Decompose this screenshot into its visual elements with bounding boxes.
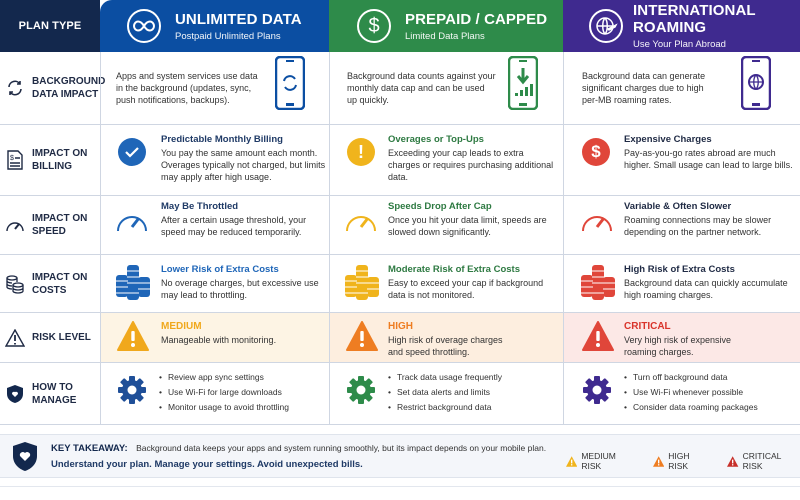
bottom-divider	[0, 486, 800, 487]
cell-prepaid: ! Overages or Top-Ups Exceeding your cap leads to extra charges or requires purchasing additional data.	[329, 125, 563, 195]
row-label: IMPACT ON COSTS	[0, 255, 100, 312]
speedometer-icon	[580, 206, 614, 234]
warning-icon	[582, 321, 614, 351]
cell-roaming	[563, 363, 800, 424]
infinity-icon	[127, 9, 161, 43]
cell-prepaid	[329, 363, 563, 424]
coin-stacks-icon	[580, 263, 616, 301]
tips-list: • Review app sync settings • Use Wi-Fi for large downloads • Monitor usage to avoid throttling	[159, 370, 289, 415]
key-takeaway-banner	[0, 434, 800, 478]
shield-heart-icon	[4, 384, 26, 404]
header-roaming	[563, 0, 800, 52]
risk-legend	[548, 451, 800, 471]
cell-roaming: CRITICAL Very high risk of expensive roaming charges.	[563, 313, 800, 362]
cell-unlimited	[100, 363, 329, 424]
warning-outline-icon	[4, 329, 26, 347]
cell-prepaid: Background data counts against your monthly data cap and can be used up quickly.	[329, 52, 563, 124]
row-risk	[0, 313, 800, 363]
cell-roaming: $ Expensive Charges Pay-as-you-go rates abroad are much higher. Small usage can lead to large bills.	[563, 125, 800, 195]
coin-stacks-icon	[115, 263, 151, 301]
cell-prepaid: Speeds Drop After Cap Once you hit your data limit, speeds are slowed down significantly.	[329, 196, 563, 254]
cell-unlimited: May Be Throttled After a certain usage threshold, your speed may be reduced temporarily.	[100, 196, 329, 254]
coin-stacks-icon	[344, 263, 380, 301]
plan-subtitle: Limited Data Plans	[405, 30, 485, 42]
sync-icon	[4, 79, 26, 97]
shield-heart-icon	[12, 441, 38, 473]
row-billing	[0, 125, 800, 196]
header-prepaid	[329, 0, 563, 52]
gear-icon	[346, 375, 376, 405]
takeaway-text: Background data keeps your apps and system running smoothly, but its impact depends on your mobile plan.	[136, 443, 547, 453]
warning-icon	[727, 456, 738, 467]
svg-text:$: $	[10, 155, 14, 162]
dollar-icon: $	[357, 9, 391, 43]
plan-subtitle: Use Your Plan Abroad	[633, 39, 726, 50]
phone-download-icon	[508, 56, 538, 110]
gear-icon	[117, 375, 147, 405]
row-manage	[0, 363, 800, 425]
tips-list: • Track data usage frequently • Set data alerts and limits • Restrict background data	[388, 370, 502, 415]
row-label: RISK LEVEL	[0, 313, 100, 362]
cell-roaming: Variable & Often Slower Roaming connections may be slower depending on the partner network.	[563, 196, 800, 254]
row-costs	[0, 255, 800, 313]
speedometer-icon	[115, 206, 149, 234]
bill-icon	[4, 150, 26, 170]
cell-unlimited: Apps and system services use data in the background (updates, sync, push notifications, backups).	[100, 52, 329, 124]
plan-title: PREPAID / CAPPED	[405, 10, 548, 28]
header-plan-type	[0, 0, 100, 52]
warning-icon	[117, 321, 149, 351]
phone-sync-icon	[275, 56, 305, 110]
row-speed	[0, 196, 800, 255]
legend-high: HIGH RISK	[653, 451, 709, 471]
speedometer-icon	[4, 217, 26, 233]
tips-list: • Turn off background data • Use Wi-Fi whenever possible • Consider data roaming packages	[624, 370, 758, 415]
cell-prepaid: HIGH High risk of overage charges and speed throttling.	[329, 313, 563, 362]
dollar-circle-icon: $	[582, 138, 610, 166]
takeaway-emphasis: Understand your plan. Manage your settings. Avoid unexpected bills.	[51, 459, 363, 470]
header-unlimited	[100, 0, 329, 52]
cell-roaming: Background data can generate significant charges due to high per-MB roaming rates.	[563, 52, 800, 124]
check-circle-icon	[118, 138, 146, 166]
warning-icon	[346, 321, 378, 351]
globe-plane-icon	[589, 9, 623, 43]
speedometer-icon	[344, 206, 378, 234]
cell-prepaid: Moderate Risk of Extra Costs Easy to exceed your cap if background data is not monitored.	[329, 255, 563, 312]
plan-title: INTERNATIONAL ROAMING	[633, 2, 756, 36]
row-label: $ IMPACT ON BILLING	[0, 125, 100, 195]
takeaway-label: KEY TAKEAWAY:	[51, 443, 128, 454]
phone-globe-icon	[741, 56, 771, 110]
cell-roaming: High Risk of Extra Costs Background data can quickly accumulate high roaming charges.	[563, 255, 800, 312]
warning-icon	[653, 456, 664, 467]
plan-title: UNLIMITED DATA	[175, 10, 302, 28]
legend-critical: CRITICAL RISK	[727, 451, 800, 471]
gear-icon	[582, 375, 612, 405]
cell-unlimited: Predictable Monthly Billing You pay the same amount each month. Overages typically not charged, but limits may apply after high usage.	[100, 125, 329, 195]
exclamation-circle-icon: !	[347, 138, 375, 166]
row-label: BACKGROUND DATA IMPACT	[0, 52, 100, 124]
cell-unlimited: MEDIUM Manageable with monitoring.	[100, 313, 329, 362]
row-label: HOW TO MANAGE	[0, 363, 100, 424]
row-label: IMPACT ON SPEED	[0, 196, 100, 254]
warning-icon	[566, 456, 577, 467]
plan-type-label: PLAN TYPE	[18, 20, 82, 32]
plan-subtitle: Postpaid Unlimited Plans	[175, 30, 281, 42]
legend-medium: MEDIUM RISK	[566, 451, 635, 471]
cell-unlimited: Lower Risk of Extra Costs No overage charges, but excessive use may lead to throttling.	[100, 255, 329, 312]
coins-icon	[4, 274, 26, 294]
row-background	[0, 52, 800, 125]
